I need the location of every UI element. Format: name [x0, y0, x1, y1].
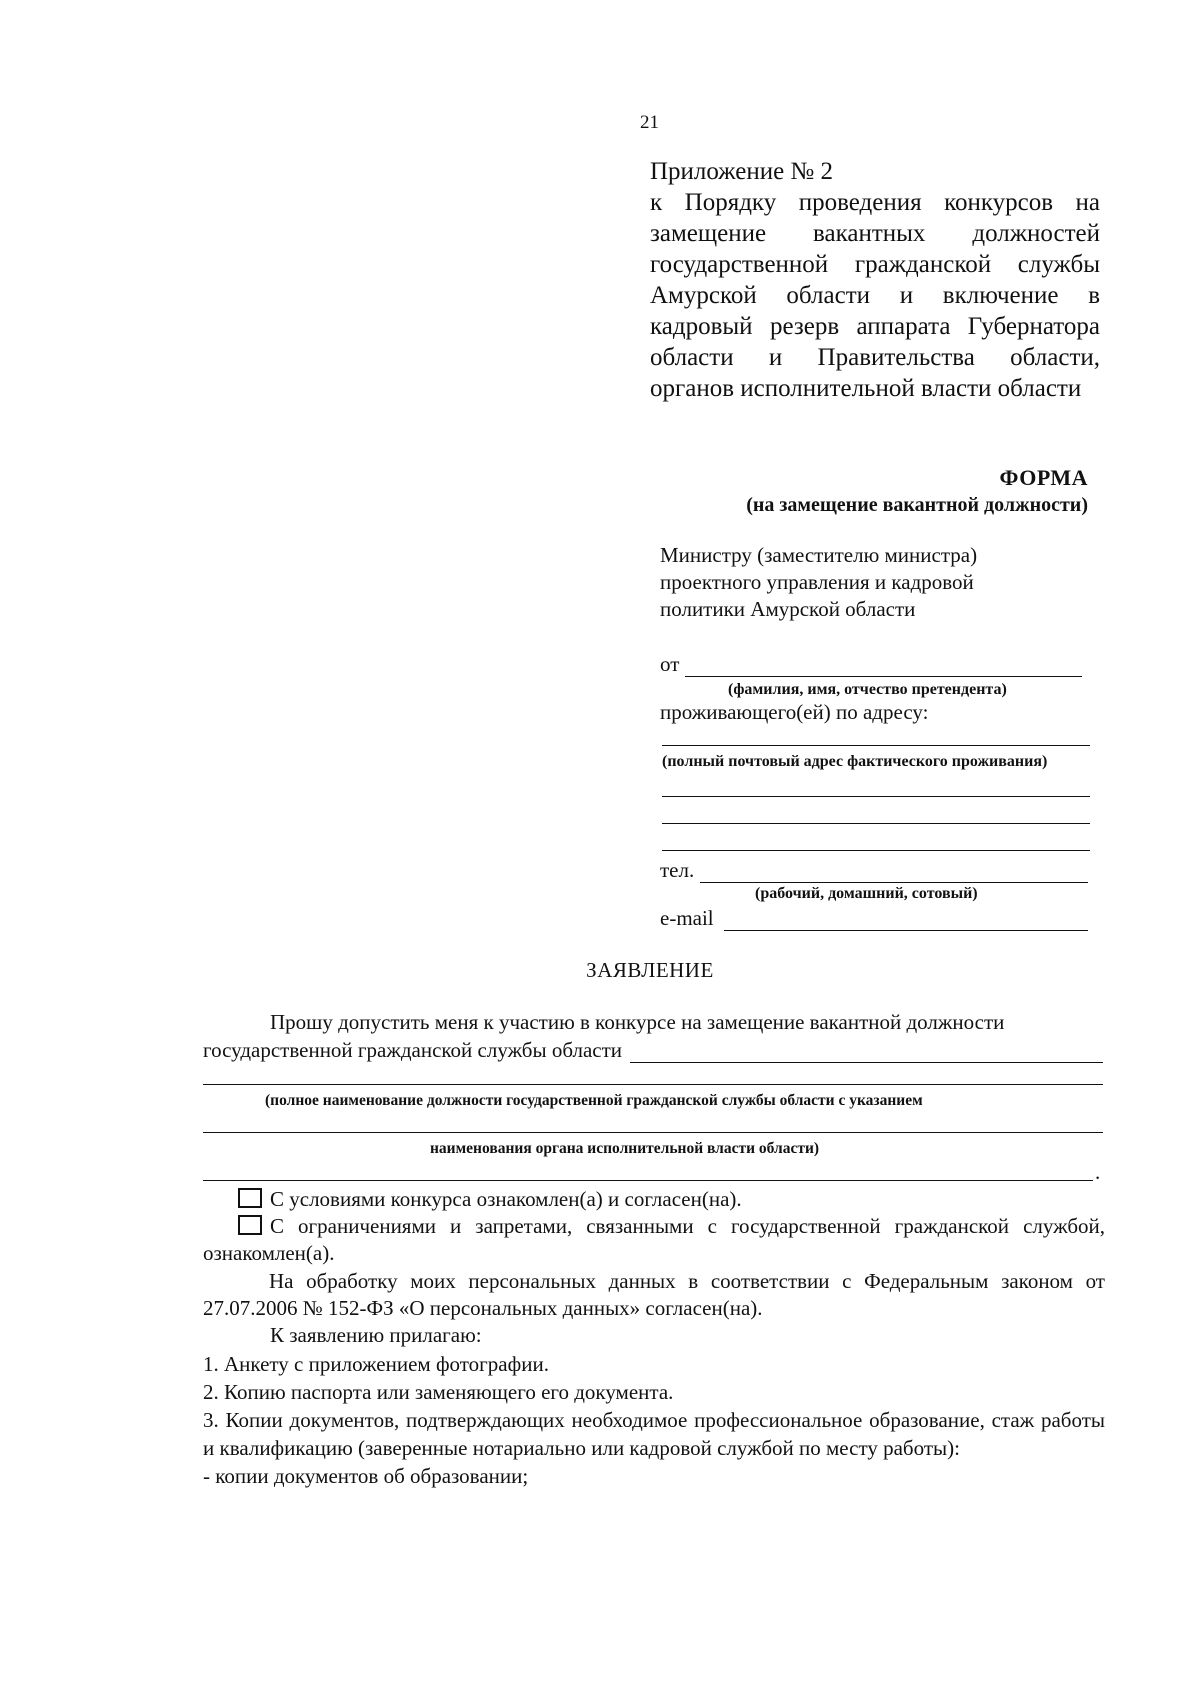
email-field[interactable] [660, 906, 1088, 931]
statement-title: ЗАЯВЛЕНИЕ [586, 958, 714, 982]
attachments-intro: К заявлению прилагаю: [270, 1323, 482, 1347]
address-caption: (полный почтовый адрес фактического проживания) [662, 753, 1048, 770]
appendix-heading: Приложение № 2 [650, 158, 834, 185]
list-item: 2. Копию паспорта или заменяющего его документа. [203, 1380, 674, 1404]
form-subtitle: (на замещение вакантной должности) [746, 494, 1088, 516]
address-line-2[interactable] [662, 796, 1090, 797]
position-caption-1: (полное наименование должности государственной гражданской службы области с указанием [265, 1092, 923, 1109]
list-item: 1. Анкету с приложением фотографии. [203, 1352, 549, 1376]
consent-paragraph: На обработку моих персональных данных в соответствии с Федеральным законом от 27.07.2006 № 152-ФЗ «О персональных данных» согласен(на). [203, 1269, 1105, 1320]
addressee: Министру (заместителю министра) проектного управления и кадровой политики Амурской области [660, 543, 978, 621]
address-label: проживающего(ей) по адресу: [660, 700, 929, 724]
checkbox-row-conditions[interactable] [238, 1186, 1104, 1213]
request-line-1: Прошу допустить меня к участию в конкурсе на замещение вакантной должности [270, 1010, 1005, 1034]
checkbox-row-restrictions[interactable] [203, 1213, 1105, 1267]
position-line-1[interactable] [630, 1042, 1103, 1063]
list-item: 3. Копии документов, подтверждающих необходимое профессиональное образование, стаж работы и квалификацию (заверенные нотариально или кадровой службой по месту работы): [203, 1408, 1105, 1460]
position-line-2[interactable] [203, 1084, 1103, 1085]
restrictions-text: С ограничениями и запретами, связанными с государственной гражданской службой, ознакомлен(а). [203, 1214, 1105, 1265]
from-line[interactable] [685, 656, 1082, 677]
position-caption-2: наименования органа исполнительной власти области) [430, 1140, 820, 1157]
request-line-2: государственной гражданской службы области [203, 1038, 623, 1062]
page-number: 21 [640, 112, 659, 133]
restrictions-checkbox[interactable] [238, 1215, 262, 1235]
address-line-1[interactable] [662, 745, 1090, 746]
conditions-checkbox[interactable] [238, 1188, 262, 1208]
position-field[interactable] [203, 1038, 1103, 1063]
address-line-4[interactable] [662, 850, 1090, 851]
position-line-3[interactable] [203, 1132, 1103, 1133]
conditions-text: С условиями конкурса ознакомлен(а) и согласен(на). [270, 1187, 742, 1211]
position-period: . [1095, 1160, 1101, 1184]
attachments-list [203, 1350, 1105, 1490]
phone-caption: (рабочий, домашний, сотовый) [755, 885, 978, 902]
position-line-4[interactable] [203, 1180, 1093, 1181]
email-line[interactable] [724, 910, 1088, 931]
phone-field[interactable] [660, 858, 1088, 883]
email-label: e-mail [660, 906, 714, 930]
appendix-body: к Порядку проведения конкурсов на замещение вакантных должностей государственной гражданской службы Амурской области и включение в кадровый резерв аппарата Губернатора области и Правительства области, органов исполнительной власти области [650, 189, 1100, 402]
address-line-3[interactable] [662, 823, 1090, 824]
from-label: от [660, 652, 680, 676]
from-field[interactable] [660, 652, 1082, 677]
list-item: - копии документов об образовании; [203, 1464, 529, 1488]
phone-line[interactable] [700, 862, 1088, 883]
appendix-note [650, 156, 1100, 404]
phone-label: тел. [660, 858, 695, 882]
form-title: ФОРМА [999, 465, 1088, 490]
from-caption: (фамилия, имя, отчество претендента) [728, 681, 1007, 698]
